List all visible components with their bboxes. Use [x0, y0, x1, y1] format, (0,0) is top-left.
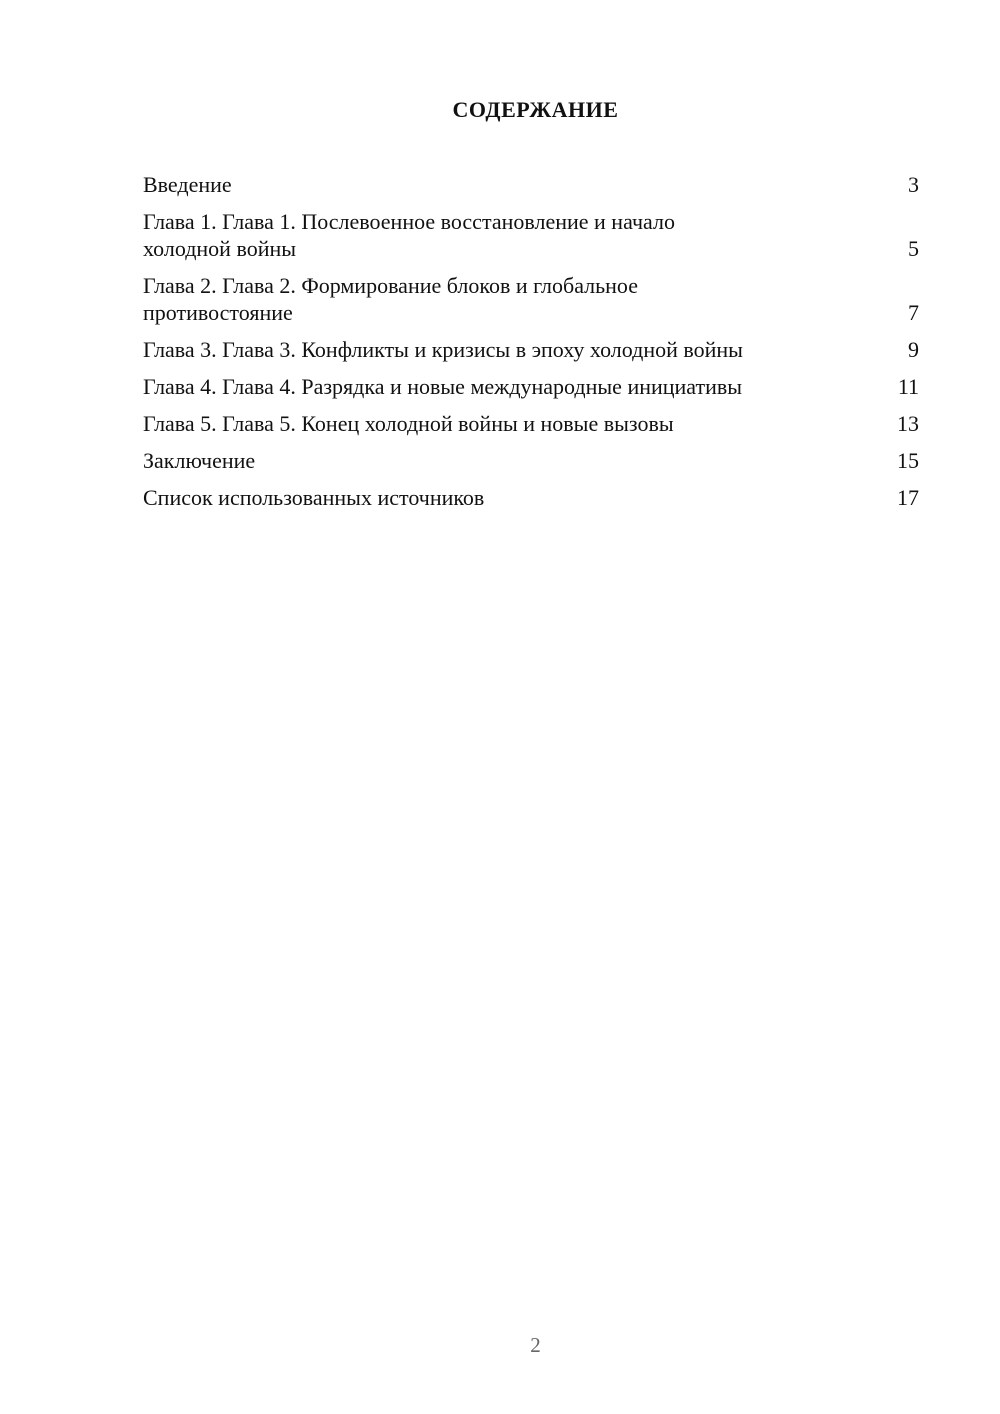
toc-entry-title: Глава 4. Глава 4. Разрядка и новые международные инициативы	[143, 374, 743, 399]
toc-entry-page: 13	[897, 411, 919, 436]
toc-entry-chapter-3[interactable]	[143, 336, 919, 363]
toc-entry-introduction[interactable]	[143, 171, 919, 198]
table-of-contents	[143, 171, 919, 521]
toc-entry-title: Глава 1. Глава 1. Послевоенное восстановление и начало холодной войны	[143, 209, 675, 261]
toc-entry-title: Глава 5. Глава 5. Конец холодной войны и новые вызовы	[143, 411, 674, 436]
toc-entry-title: Введение	[143, 172, 232, 197]
toc-entry-page: 7	[908, 300, 919, 325]
toc-entry-page: 9	[908, 337, 919, 362]
toc-entry-chapter-1[interactable]	[143, 208, 919, 262]
toc-entry-page: 11	[897, 374, 919, 399]
page-title: СОДЕРЖАНИЕ	[452, 97, 619, 122]
toc-entry-conclusion[interactable]	[143, 447, 919, 474]
toc-entry-title: Заключение	[143, 448, 256, 473]
toc-entry-chapter-2[interactable]	[143, 272, 919, 326]
toc-entry-page: 17	[897, 485, 919, 510]
toc-entry-page: 15	[897, 448, 919, 473]
toc-entry-references[interactable]	[143, 484, 919, 511]
toc-entry-title: Глава 2. Глава 2. Формирование блоков и глобальное противостояние	[143, 273, 638, 325]
toc-entry-title: Список использованных источников	[143, 485, 485, 510]
toc-entry-chapter-4[interactable]	[143, 373, 919, 400]
toc-entry-chapter-5[interactable]	[143, 410, 919, 437]
page-number: 2	[530, 1333, 541, 1357]
toc-entry-page: 5	[908, 236, 919, 261]
toc-entry-page: 3	[908, 172, 919, 197]
toc-entry-title: Глава 3. Глава 3. Конфликты и кризисы в эпоху холодной войны	[143, 337, 743, 362]
